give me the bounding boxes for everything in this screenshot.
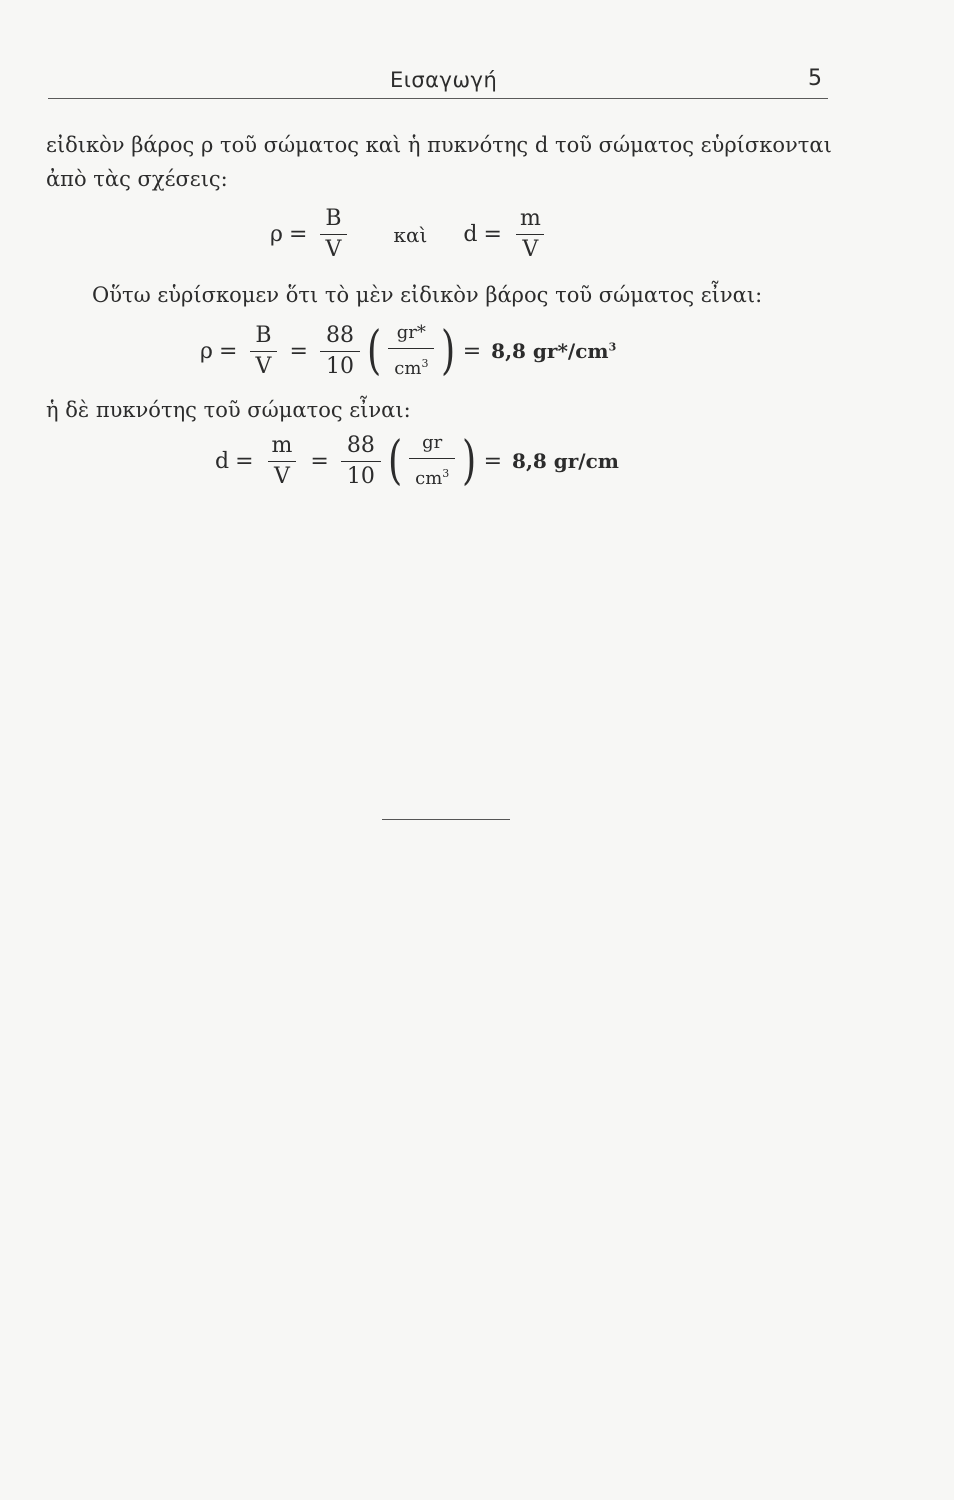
left-paren: ( <box>387 431 403 491</box>
running-header <box>48 64 828 100</box>
result-value: 8,8 gr/cm <box>512 449 619 473</box>
numerator: B <box>255 322 272 348</box>
denominator: V <box>320 234 348 263</box>
unit-numerator: gr* <box>396 322 426 343</box>
fraction-m-over-V <box>266 433 299 490</box>
denominator: 10 <box>320 351 360 380</box>
equals-sign: = <box>462 338 482 364</box>
paragraph-line: εἰδικὸν βάρος ρ τοῦ σώματος καὶ ἡ πυκνότης d τοῦ σώματος εὑρίσκονται <box>46 133 832 157</box>
header-rule <box>48 98 828 99</box>
fraction-m-over-V <box>514 206 547 263</box>
equals-sign: = <box>288 222 308 247</box>
unit-fraction <box>409 430 455 492</box>
fraction-B-over-V <box>319 206 347 263</box>
left-paren: ( <box>367 321 382 381</box>
symbol-d: d <box>215 448 230 474</box>
denominator: 10 <box>341 461 381 490</box>
denominator: V <box>250 351 278 380</box>
unit-denominator: $cm^3$ <box>409 458 455 492</box>
unit-denominator: $cm^3$ <box>388 348 434 382</box>
conjunction-word: καὶ <box>393 222 428 247</box>
unit-fraction <box>388 320 434 382</box>
numerator: B <box>325 206 342 231</box>
numerator: m <box>519 206 541 231</box>
equation-density <box>215 430 619 492</box>
equals-sign: = <box>289 338 308 364</box>
equals-sign: = <box>310 448 329 474</box>
symbol-rho: ρ <box>200 338 213 364</box>
fraction-88-over-10 <box>320 323 360 380</box>
fraction-88-over-10 <box>341 433 381 490</box>
paragraph-density: ἡ δὲ πυκνότης τοῦ σώματος εἶναι: <box>46 398 411 422</box>
result-value: 8,8 $gr*/cm^3$ <box>491 339 617 363</box>
equation-definitions <box>270 206 553 263</box>
paragraph-intro <box>46 128 832 196</box>
right-paren: ) <box>441 321 456 381</box>
numerator: 88 <box>346 432 375 458</box>
equals-sign: = <box>218 338 238 364</box>
symbol-rho: ρ <box>270 222 283 247</box>
equals-sign: = <box>483 448 503 474</box>
equals-sign: = <box>483 222 502 247</box>
numerator: 88 <box>325 322 354 348</box>
denominator: V <box>268 461 296 490</box>
page-number: 5 <box>808 66 822 91</box>
denominator: V <box>516 234 544 263</box>
right-paren: ) <box>462 431 477 491</box>
equation-specific-weight <box>200 320 616 382</box>
header-title: Εισαγωγή <box>390 68 498 92</box>
section-end-rule <box>382 819 510 820</box>
numerator: m <box>271 432 293 458</box>
unit-numerator: gr <box>422 432 443 453</box>
paragraph-specific-weight: Οὕτω εὑρίσκομεν ὅτι τὸ μὲν εἰδικὸν βάρος τοῦ σώματος εἶναι: <box>92 283 763 307</box>
paragraph-line: ἀπὸ τὰς σχέσεις: <box>46 167 228 191</box>
symbol-d: d <box>463 222 478 247</box>
fraction-B-over-V <box>249 323 277 380</box>
equals-sign: = <box>235 448 254 474</box>
